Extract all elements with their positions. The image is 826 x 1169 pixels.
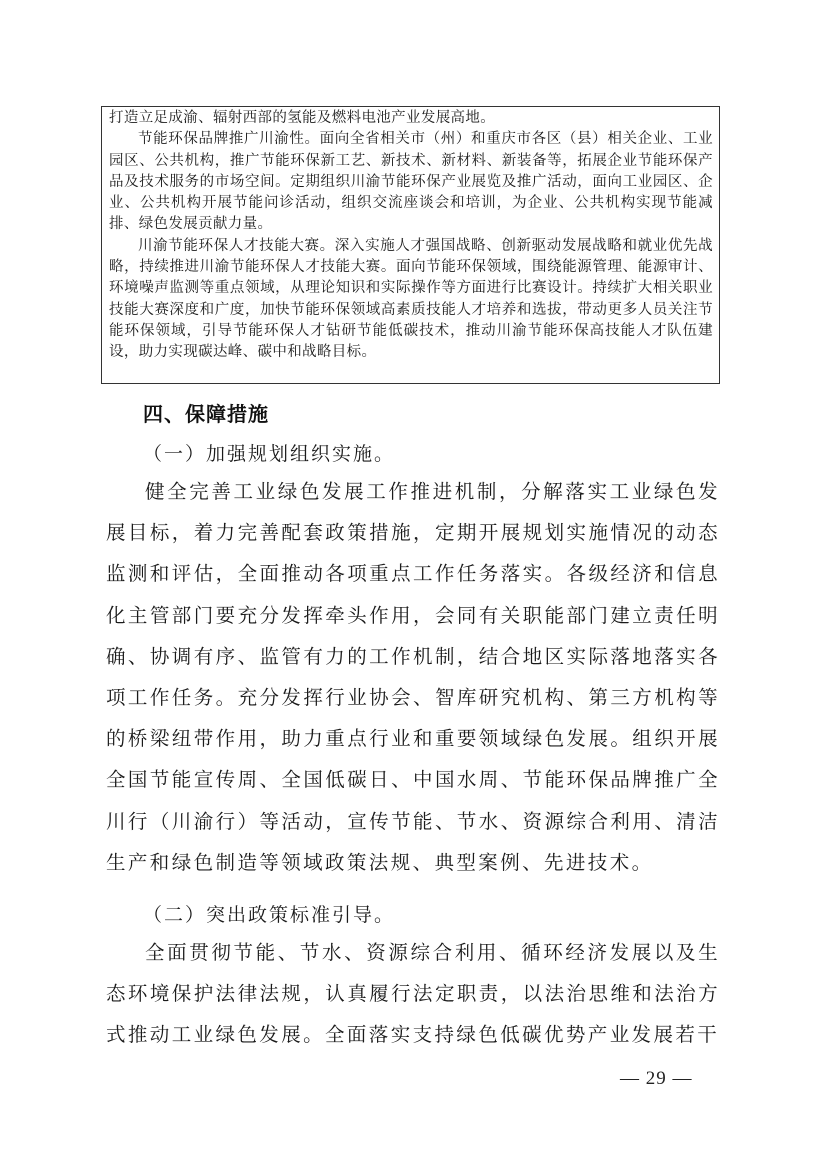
page-number: — 29 — [620, 1068, 693, 1089]
subsection-body-2: 全面贯彻节能、节水、资源综合利用、循环经济发展以及生态环境保护法律法规，认真履行法定职责，以法治思维和法治方式推动工业绿色发展。全面落实支持绿色低碳优势产业发展若干 [106, 941, 720, 1047]
boxed-text-panel [101, 106, 720, 384]
subsection-title-2: （二）突出政策标准引导。 [143, 904, 396, 926]
section-heading: 四、保障措施 [143, 402, 269, 426]
subsection-body-1: 健全完善工业绿色发展工作推进机制，分解落实工业绿色发展目标，着力完善配套政策措施，定期开展规划实施情况的动态监测和评估，全面推动各项重点工作任务落实。各级经济和信息化主管部门要充分发挥牵头作用，会同有关职能部门建立责任明确、协调有序、监管有力的工作机制，结合地区实际落地落实各项工作任务。充分发挥行业协会、智库研究机构、第三方机构等的桥梁纽带作用，助力重点行业和重要领域绿色发展。组织开展全国节能宣传周、全国低碳日、中国水周、节能环保品牌推广全川行（川渝行）等活动，宣传节能、节水、资源综合利用、清洁生产和绿色制造等领域政策法规、典型案例、先进技术。 [106, 480, 720, 874]
subsection-title-1: （一）加强规划组织实施。 [143, 443, 396, 465]
box-paragraph-continuation: 打造立足成渝、辐射西部的氢能及燃料电池产业发展高地。 [109, 110, 496, 126]
box-paragraph-skills-competition: 川渝节能环保人才技能大赛。深入实施人才强国战略、创新驱动发展战略和就业优先战略，持续推进川渝节能环保人才技能大赛。面向节能环保领域，围绕能源管理、能源审计、环境噪声监测等重点领域，从理论知识和实际操作等方面进行比赛设计。持续扩大相关职业技能大赛深度和广度，加快节能环保领域高素质技能人才培养和选拔，带动更多人员关注节能环保领域，引导节能环保人才钻研节能低碳技术，推动川渝节能环保高技能人才队伍建设，助力实现碳达峰、碳中和战略目标。 [109, 237, 713, 361]
box-paragraph-brand-promotion: 节能环保品牌推广川渝性。面向全省相关市（州）和重庆市各区（县）相关企业、工业园区、公共机构，推广节能环保新工艺、新技术、新材料、新装备等，拓展企业节能环保产品及技术服务的市场空间。定期组织川渝节能环保产业展览及推广活动，面向工业园区、企业、公共机构开展节能问诊活动，组织交流座谈会和培训，为企业、公共机构实现节能减排、绿色发展贡献力量。 [109, 131, 713, 233]
